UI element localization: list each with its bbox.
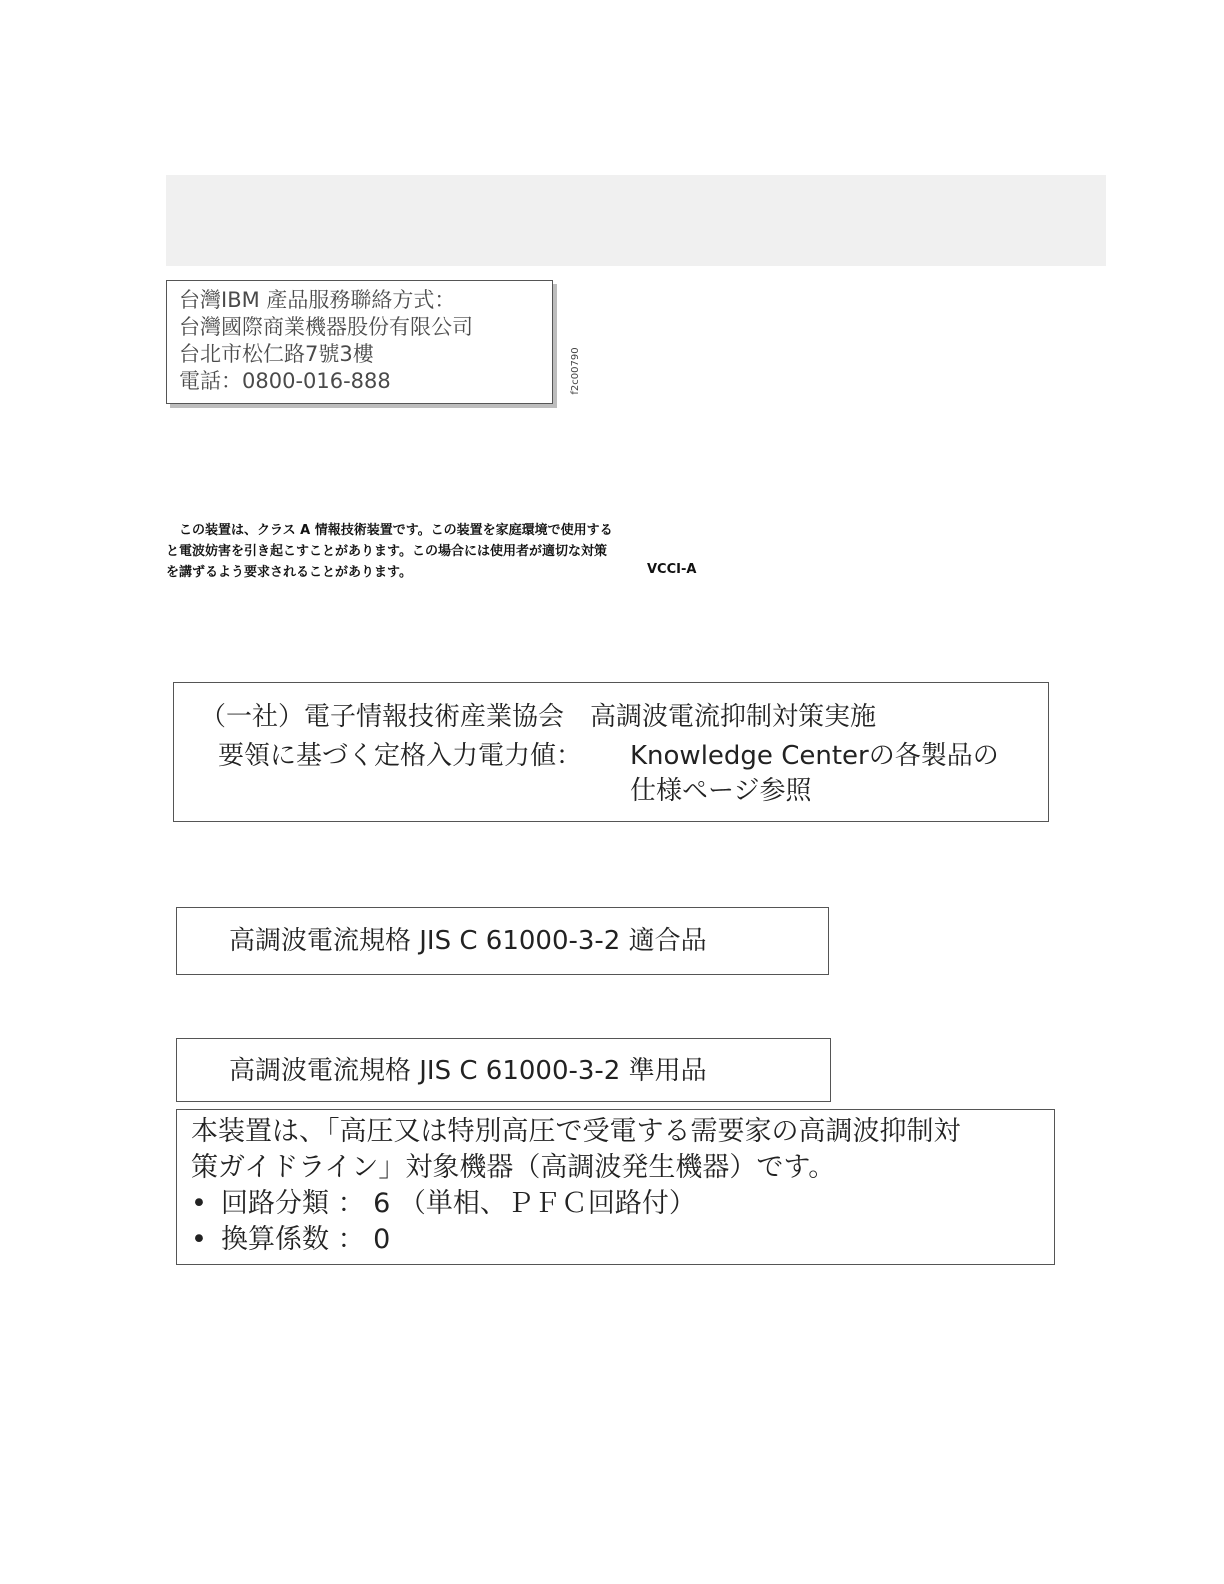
taiwan-contact-title: 台灣IBM 產品服務聯絡方式： [179,288,456,312]
vcci-line-1: この装置は、クラス A 情報技術装置です。この装置を家庭環境で使用する [166,523,613,538]
bullet-item-circuit-class [191,1186,1054,1222]
taiwan-contact-box [166,280,553,404]
jeita-harmonics-box [173,682,1049,822]
bullet-item-conversion-factor [191,1222,1054,1258]
header-band [166,175,1106,266]
jeita-value-line-1: Knowledge Centerの各製品の [630,741,999,771]
jeita-line-1: （一社）電子情報技術産業協会 高調波電流抑制対策実施 [200,702,877,732]
bullet-text: 換算係数 ： 0 [221,1224,391,1255]
bullet-icon: • [191,1224,207,1255]
taiwan-phone: 電話：0800-016-888 [179,369,391,393]
standard-applied-box [176,1038,831,1102]
standard-conforming-box [176,907,829,975]
bullet-icon: • [191,1188,207,1219]
vcci-line-3: を講ずるよう要求されることがあります。 [166,565,412,580]
jeita-label: 要領に基づく定格入力電力値： [218,741,583,771]
figure-code: f2c00790 [570,347,581,395]
standard-applied-text: 高調波電流規格 JIS C 61000-3-2 準用品 [229,1056,707,1086]
vcci-line-2: と電波妨害を引き起こすことがあります。この場合には使用者が適切な対策 [166,544,607,559]
harmonics-guideline-notice [176,1109,1055,1265]
notice-line-1: 本装置は、「高圧又は特別高圧で受電する需要家の高調波抑制対 [191,1116,961,1147]
vcci-class-mark: VCCI-A [647,562,697,577]
bullet-text: 回路分類 ： 6 （単相、ＰＦＣ回路付） [221,1188,696,1219]
taiwan-address: 台北市松仁路7號3樓 [179,342,374,366]
taiwan-company-name: 台灣國際商業機器股份有限公司 [179,315,473,339]
jeita-value-line-2: 仕様ページ参照 [630,776,812,806]
standard-conforming-text: 高調波電流規格 JIS C 61000-3-2 適合品 [229,926,707,956]
notice-line-2: 策ガイドライン」対象機器（高調波発生機器）です。 [191,1152,836,1183]
